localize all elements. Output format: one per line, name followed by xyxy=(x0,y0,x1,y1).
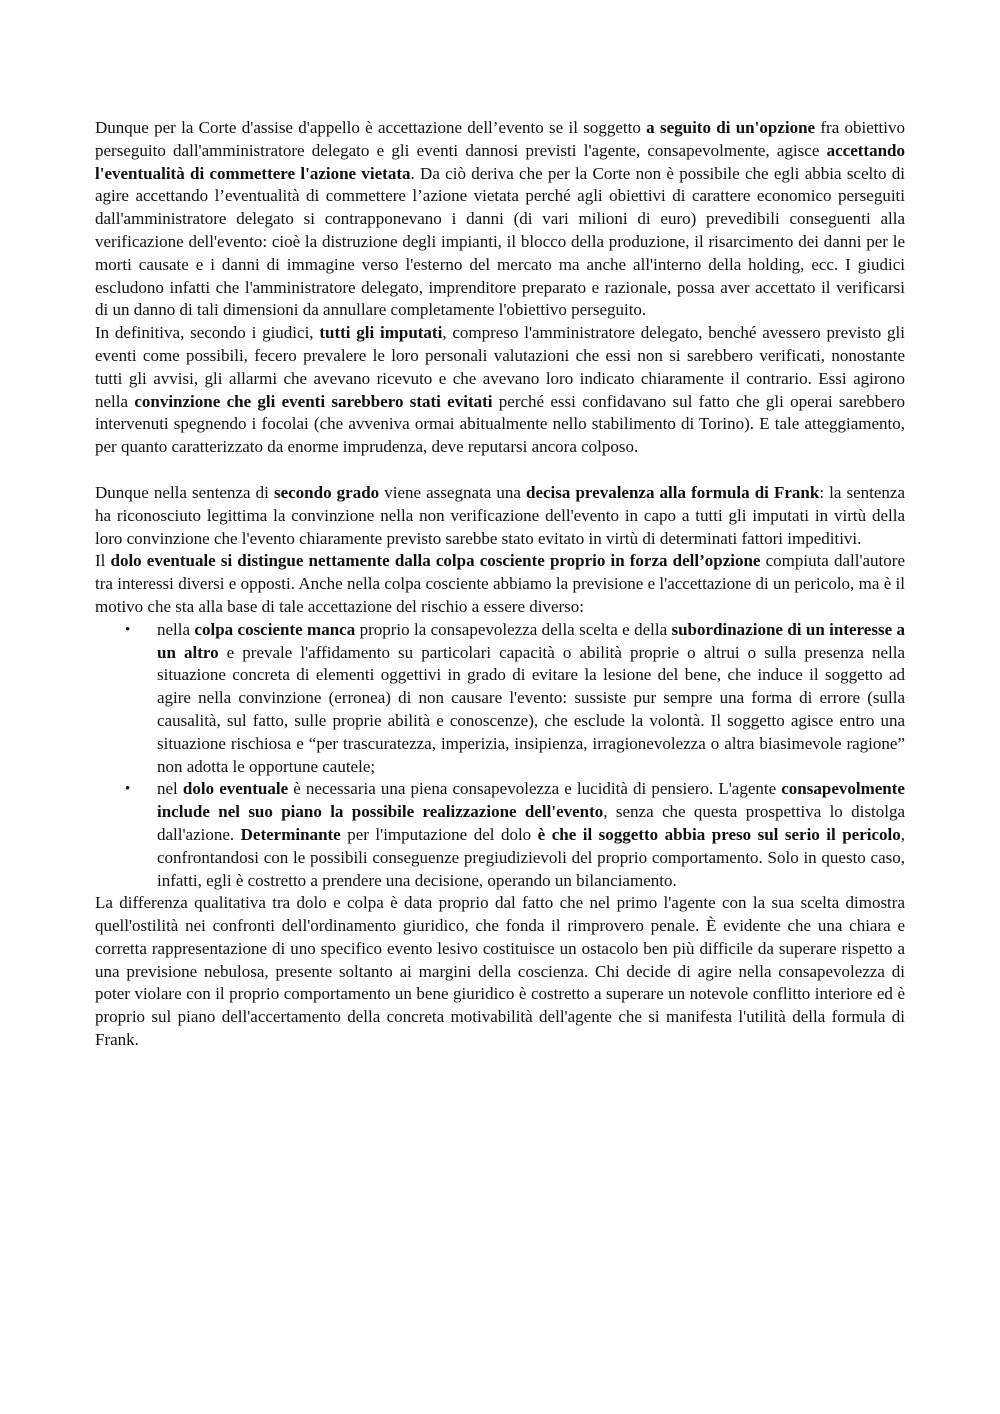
text-run: viene assegnata una xyxy=(379,482,526,502)
list-item-dolo-eventuale xyxy=(95,778,905,892)
document-page xyxy=(95,117,905,1052)
text-run: Dunque nella sentenza di xyxy=(95,482,274,502)
bullet-list xyxy=(95,619,905,893)
text-run: : la sentenza ha riconosciuto legittima la convinzione nella non verificazione dell'evento in capo a tutti gli imputati in virtù della loro convinzione che l'evento chiaramente previsto sarebbe stato evitato in virtù di determinati fattori impeditivi. xyxy=(95,482,906,548)
bold-text-run: decisa prevalenza alla formula di Frank xyxy=(526,482,820,502)
bullet-icon: • xyxy=(125,621,131,638)
text-run: Dunque per la Corte d'assise d'appello è accettazione dell’evento se il soggetto xyxy=(95,118,647,137)
text-run: perché essi confidavano sul fatto che gli operai sarebbero intervenuti spegnendo i focolai (che avveniva ormai abitualmente nello stabilimento di Torino). E tale atteggiamento, per quanto caratterizzato da enorme imprudenza, deve reputarsi ancora colposo. xyxy=(95,391,905,457)
text-run: nel xyxy=(157,779,183,799)
bullet-icon: • xyxy=(125,781,131,798)
text-run: è necessaria una piena consapevolezza e lucidità di pensiero. L'agente xyxy=(288,779,782,799)
paragraph-corte-assise xyxy=(95,117,905,322)
text-run: La differenza qualitativa tra dolo e colpa è data proprio dal fatto che nel primo l'agente con la sua scelta dimostra quell'ostilità nei confronti dell'ordinamento giuridico, che fonda il rimprovero penale. È evidente che una chiara e corretta rappresentazione di uno specifico evento lesivo costituisce un ostacolo ben più difficile da superare rispetto a una previsione nebulosa, presente soltanto ai margini della coscienza. Chi decide di agire nella consapevolezza di poter violare con il proprio comportamento un bene giuridico è costretto a superare un notevole conflitto interiore ed è proprio sul piano dell'accertamento della concreta motivabilità dell'agente che si manifesta l'utilità della formula di Frank. xyxy=(95,893,905,1050)
text-run: , senza che questa prospettiva lo distolga dall'azione. xyxy=(157,802,905,844)
text-run: per l'imputazione del dolo xyxy=(340,824,538,844)
paragraph-differenza-qualitativa xyxy=(95,892,905,1052)
bold-text-run: accettando l'eventualità di commettere l'azione vietata xyxy=(95,140,905,183)
bold-text-run: dolo eventuale si distingue nettamente dalla colpa cosciente proprio in forza dell’opzione xyxy=(110,551,761,571)
paragraph-spacer xyxy=(95,459,905,482)
text-run: , compreso l'amministratore delegato, benché avessero previsto gli eventi come possibili, fecero prevalere le loro personali valutazioni che essi non si sarebbero verificati, nonostante tutti gli avvisi, gli allarmi che avevano ricevuto e che avevano loro indicato chiaramente il contrario. Essi agirono nella xyxy=(95,323,905,411)
bold-text-run: è che il soggetto abbia preso sul serio il pericolo xyxy=(537,824,901,844)
text-run: fra obiettivo perseguito dall'amministratore delegato e gli eventi dannosi previsti l'agente, consapevolmente, agisce xyxy=(95,118,905,160)
list-item-colpa-cosciente xyxy=(95,619,905,779)
text-run: nella xyxy=(157,619,195,639)
bold-text-run: secondo grado xyxy=(273,482,380,502)
text-run: compiuta dall'autore tra interessi diversi e opposti. Anche nella colpa cosciente abbiamo la previsione e l'accettazione di un pericolo, ma è il motivo che sta alla base di tale accettazione del rischio a essere diverso: xyxy=(95,551,905,616)
paragraph-in-definitiva xyxy=(95,322,905,459)
paragraph-dolo-eventuale xyxy=(95,550,905,618)
bold-text-run: dolo eventuale xyxy=(182,779,289,799)
list-item-text xyxy=(157,620,905,776)
paragraph-secondo-grado xyxy=(95,482,905,550)
bold-text-run: consapevolmente include nel suo piano la possibile realizzazione dell'evento xyxy=(157,779,905,822)
bold-text-run: subordinazione di un interesse a un altro xyxy=(157,619,905,662)
text-run: Il xyxy=(95,551,111,571)
bold-text-run: Determinante xyxy=(240,824,341,844)
list-item-text xyxy=(157,779,905,889)
text-run: , confrontandosi con le possibili conseguenze pregiudizievoli del proprio comportamento. Solo in questo caso, infatti, egli è costretto a prendere una decisione, operando un bilanciamento. xyxy=(157,824,905,890)
bold-text-run: convinzione che gli eventi sarebbero stati evitati xyxy=(134,391,493,411)
text-run: e prevale l'affidamento su particolari capacità o abilità proprie o altrui o sulla presenza nella situazione concreta di elementi oggettivi in grado di evitare la lesione del bene, che induce il soggetto ad agire nella convinzione (erronea) di non causare l'evento: sussiste pur sempre una forma di errore (sulla causalità, sul fatto, sulle proprie abilità e conoscenze), che esclude la volontà. Il soggetto agisce entro una situazione rischiosa e “per trascuratezza, imperizia, insipienza, irragionevolezza o altra biasimevole ragione” non adotta le opportune cautele; xyxy=(157,642,905,776)
text-run: In definitiva, secondo i giudici, xyxy=(95,323,320,343)
text-run: . Da ciò deriva che per la Corte non è possibile che egli abbia scelto di agire accettando l’eventualità di commettere l’azione vietata perché agli obiettivi di carattere economico perseguiti dall'amministratore delegato si contrapponevano i danni (di vari milioni di euro) prevedibili conseguenti alla verificazione dell'evento: cioè la distruzione degli impianti, il blocco della produzione, il risarcimento dei danni per le morti causate e i danni di immagine verso l'esterno del mercato ma anche all'interno della holding, ecc. I giudici escludono infatti che l'amministratore delegato, imprenditore preparato e razionale, possa aver accettato il verificarsi di un danno di tali dimensioni da annullare completamente l'obiettivo perseguito. xyxy=(95,163,906,320)
text-run: proprio la consapevolezza della scelta e della xyxy=(355,619,672,639)
bold-text-run: a seguito di un'opzione xyxy=(646,118,816,137)
bold-text-run: tutti gli imputati xyxy=(319,323,443,343)
bold-text-run: colpa cosciente manca xyxy=(194,619,356,639)
